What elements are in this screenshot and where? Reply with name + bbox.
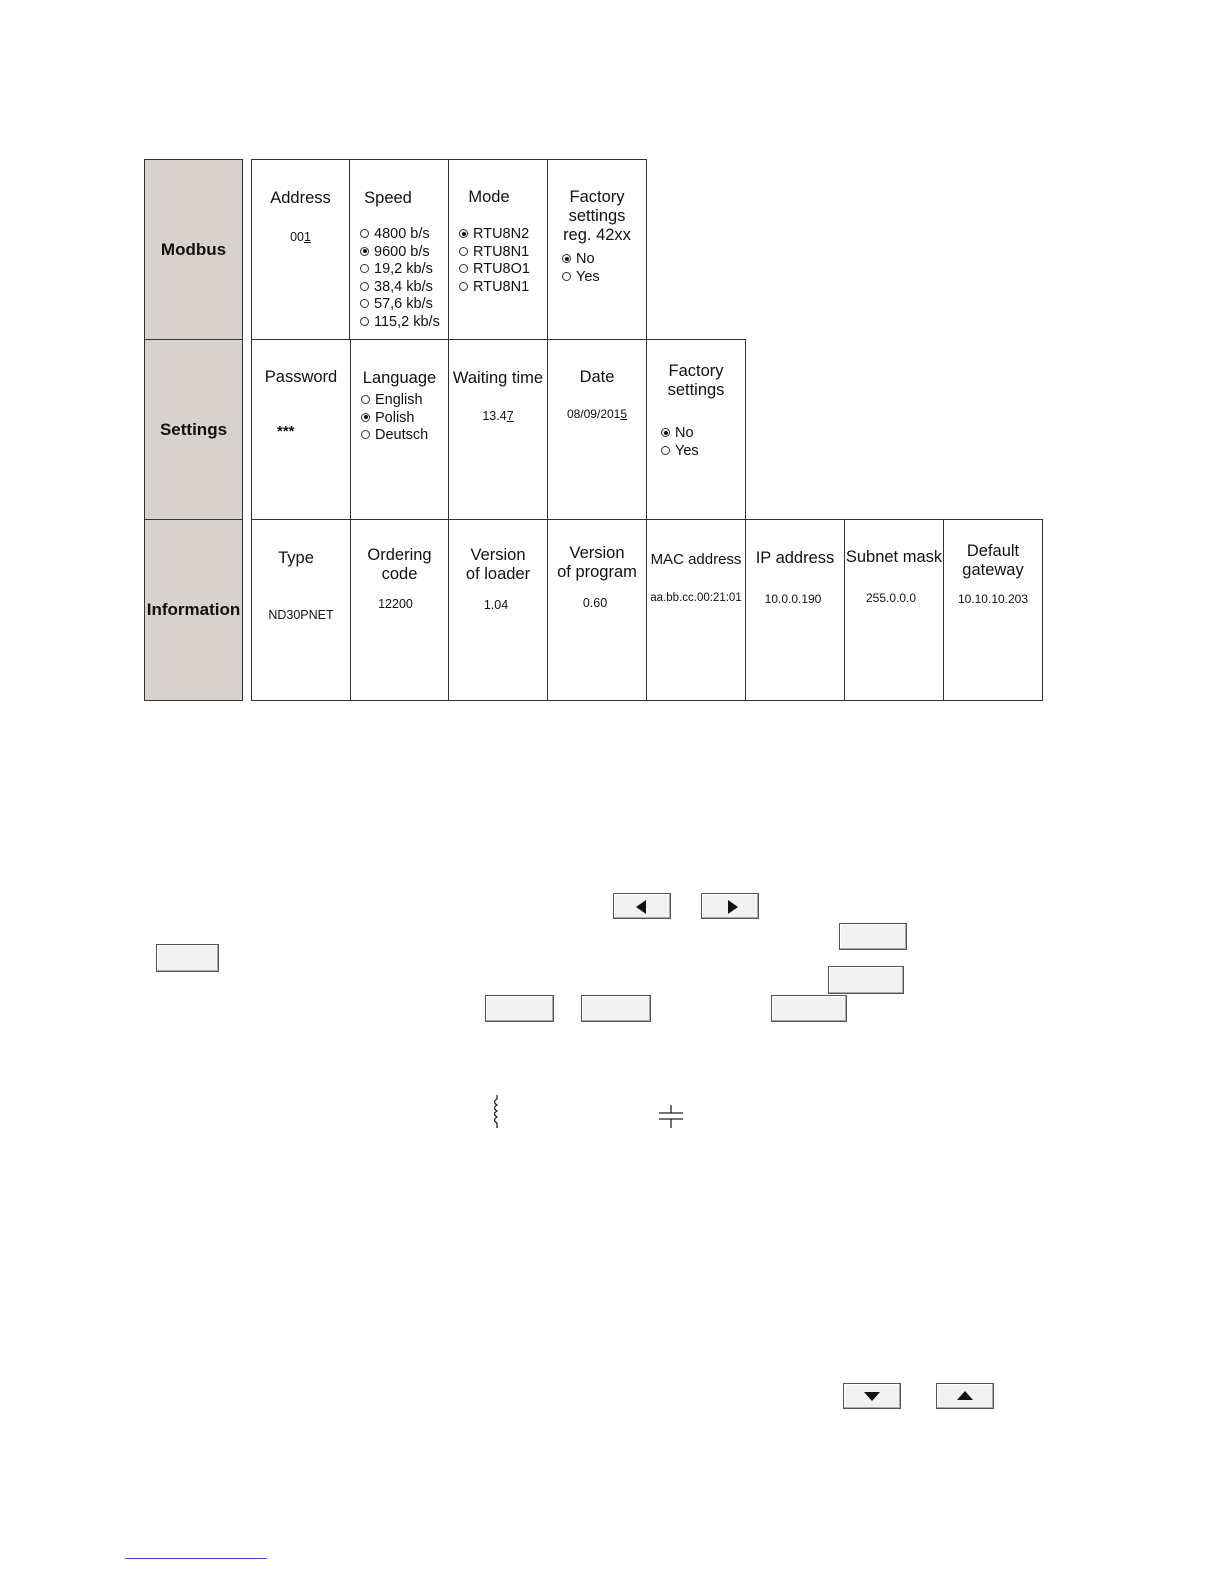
radio-empty-icon[interactable] <box>360 299 369 308</box>
title-line: Factory <box>569 188 625 206</box>
program-version-value: 0.60 <box>582 596 608 610</box>
radio-option[interactable] <box>459 226 530 244</box>
date-value: 08/09/2015 <box>566 407 628 421</box>
cell-title: Type <box>278 549 314 567</box>
modbus-factory-cell[interactable] <box>547 159 647 340</box>
radio-option-label: Yes <box>576 268 600 285</box>
loader-version-value: 1.04 <box>483 598 509 612</box>
mac-address-value: aa.bb.cc.00:21:01 <box>650 592 742 604</box>
radio-empty-icon[interactable] <box>360 229 369 238</box>
radio-empty-icon[interactable] <box>459 282 468 291</box>
info-loader-version-cell[interactable] <box>448 519 548 701</box>
down-arrow-key-icon <box>843 1383 901 1409</box>
title-line: code <box>381 565 418 583</box>
factory-options <box>562 251 600 286</box>
radio-empty-icon[interactable] <box>459 264 468 273</box>
info-ordering-code-cell[interactable] <box>350 519 449 701</box>
radio-option-label: 38,4 kb/s <box>374 278 433 295</box>
radio-option-label: 115,2 kb/s <box>374 313 440 330</box>
settings-factory-cell[interactable] <box>646 339 746 520</box>
blank-key-icon <box>156 944 219 972</box>
radio-option[interactable] <box>562 269 600 287</box>
speed-options <box>360 226 440 331</box>
radio-empty-icon[interactable] <box>361 430 370 439</box>
up-arrow-key-icon <box>936 1383 994 1409</box>
radio-empty-icon[interactable] <box>360 317 369 326</box>
section-label-text: Modbus <box>160 239 227 259</box>
radio-option[interactable] <box>360 244 440 262</box>
type-value: ND30PNET <box>268 608 334 622</box>
settings-waiting-time-cell[interactable] <box>448 339 548 520</box>
cell-title: Language <box>362 369 437 387</box>
blank-key-icon <box>828 966 904 994</box>
radio-selected-icon[interactable] <box>459 229 468 238</box>
radio-option[interactable] <box>562 251 600 269</box>
radio-option-label: 19,2 kb/s <box>374 261 433 277</box>
radio-option[interactable] <box>360 226 440 244</box>
radio-option[interactable] <box>361 427 428 445</box>
radio-option-label: Yes <box>675 442 699 459</box>
ordering-code-value: 12200 <box>378 597 413 611</box>
radio-option-label: Polish <box>375 409 415 426</box>
settings-language-cell[interactable] <box>350 339 449 520</box>
title-line: of loader <box>465 565 531 583</box>
subnet-mask-value: 255.0.0.0 <box>865 591 917 605</box>
title-line: of program <box>557 563 637 581</box>
ip-address-value: 10.0.0.190 <box>764 592 822 606</box>
cell-title: Mode <box>468 188 510 206</box>
cell-title: Subnet mask <box>845 548 943 566</box>
radio-selected-icon[interactable] <box>661 428 670 437</box>
radio-option[interactable] <box>361 410 428 428</box>
settings-password-cell[interactable] <box>251 339 351 520</box>
cell-title <box>351 546 448 584</box>
modbus-mode-cell[interactable] <box>448 159 548 340</box>
title-line: settings <box>568 207 626 225</box>
cell-title: IP address <box>755 549 835 567</box>
radio-selected-icon[interactable] <box>562 254 571 263</box>
radio-option-label: RTU8O1 <box>473 261 530 277</box>
waiting-time-value: 13.47 <box>482 409 514 423</box>
radio-option[interactable] <box>661 425 699 443</box>
footnote-rule <box>125 1558 267 1559</box>
mode-options <box>459 226 530 296</box>
radio-option-label: English <box>375 392 423 408</box>
info-default-gateway-cell[interactable] <box>943 519 1043 701</box>
cell-title <box>548 188 646 245</box>
section-label-information <box>144 519 243 701</box>
radio-option-label: No <box>675 425 694 441</box>
blank-key-icon <box>485 995 554 1022</box>
settings-date-cell[interactable] <box>547 339 647 520</box>
title-line: gateway <box>962 561 1024 579</box>
blank-key-icon <box>581 995 651 1022</box>
radio-empty-icon[interactable] <box>562 272 571 281</box>
section-label-modbus <box>144 159 243 340</box>
radio-empty-icon[interactable] <box>361 395 370 404</box>
radio-empty-icon[interactable] <box>360 282 369 291</box>
radio-option-label: No <box>576 251 595 267</box>
factory-options <box>661 425 699 460</box>
title-line: Version <box>470 546 526 564</box>
radio-option[interactable] <box>459 261 530 279</box>
radio-option[interactable] <box>459 279 530 297</box>
cell-title: MAC address <box>650 551 742 568</box>
cell-title: Address <box>270 189 331 207</box>
title-line: settings <box>667 381 725 399</box>
radio-option[interactable] <box>361 392 428 410</box>
relay-coil-icon <box>490 1094 504 1130</box>
radio-option[interactable] <box>459 244 530 262</box>
title-line: Ordering <box>367 546 432 564</box>
radio-selected-icon[interactable] <box>360 247 369 256</box>
title-line: reg. 42xx <box>563 226 631 244</box>
contact-symbol-icon <box>656 1104 686 1130</box>
radio-option-label: 4800 b/s <box>374 226 430 242</box>
language-options <box>361 392 428 445</box>
blank-key-icon <box>771 995 847 1022</box>
radio-selected-icon[interactable] <box>361 413 370 422</box>
cell-title: Waiting time <box>452 369 544 387</box>
info-program-version-cell[interactable] <box>547 519 647 701</box>
title-line: Default <box>966 542 1020 560</box>
right-arrow-key-icon <box>701 893 759 919</box>
info-ip-address-cell[interactable] <box>745 519 845 701</box>
radio-option-label: RTU8N1 <box>473 243 530 260</box>
radio-option-label: 57,6 kb/s <box>374 296 433 312</box>
info-type-cell[interactable] <box>251 519 351 701</box>
info-subnet-mask-cell[interactable] <box>844 519 944 701</box>
cell-title <box>647 362 745 400</box>
info-mac-address-cell[interactable] <box>646 519 746 701</box>
default-gateway-value: 10.10.10.203 <box>957 592 1029 606</box>
section-label-settings <box>144 339 243 520</box>
cell-title <box>548 544 646 582</box>
address-value: 001 <box>290 230 311 244</box>
radio-option[interactable] <box>360 296 440 314</box>
radio-option[interactable] <box>360 261 440 279</box>
cell-title: Date <box>579 368 615 386</box>
radio-option[interactable] <box>360 314 440 332</box>
radio-option-label: RTU8N2 <box>473 226 530 242</box>
cell-title: Speed <box>364 189 412 207</box>
radio-option[interactable] <box>661 443 699 461</box>
section-label-text: Information <box>146 600 241 619</box>
radio-empty-icon[interactable] <box>661 446 670 455</box>
cell-title <box>449 546 547 584</box>
modbus-speed-cell[interactable] <box>349 159 449 340</box>
cell-title <box>944 542 1042 580</box>
left-arrow-key-icon <box>613 893 671 919</box>
radio-option-label: Deutsch <box>375 427 429 443</box>
radio-option-label: RTU8N1 <box>473 278 530 295</box>
radio-empty-icon[interactable] <box>360 264 369 273</box>
section-label-text: Settings <box>159 419 228 439</box>
radio-option[interactable] <box>360 279 440 297</box>
radio-empty-icon[interactable] <box>459 247 468 256</box>
password-value: *** <box>277 423 295 440</box>
radio-option-label: 9600 b/s <box>374 243 430 260</box>
blank-key-icon <box>839 923 907 950</box>
title-line: Factory <box>668 362 724 380</box>
modbus-address-cell[interactable] <box>251 159 350 340</box>
title-line: Version <box>569 544 625 562</box>
cell-title: Password <box>264 368 338 386</box>
